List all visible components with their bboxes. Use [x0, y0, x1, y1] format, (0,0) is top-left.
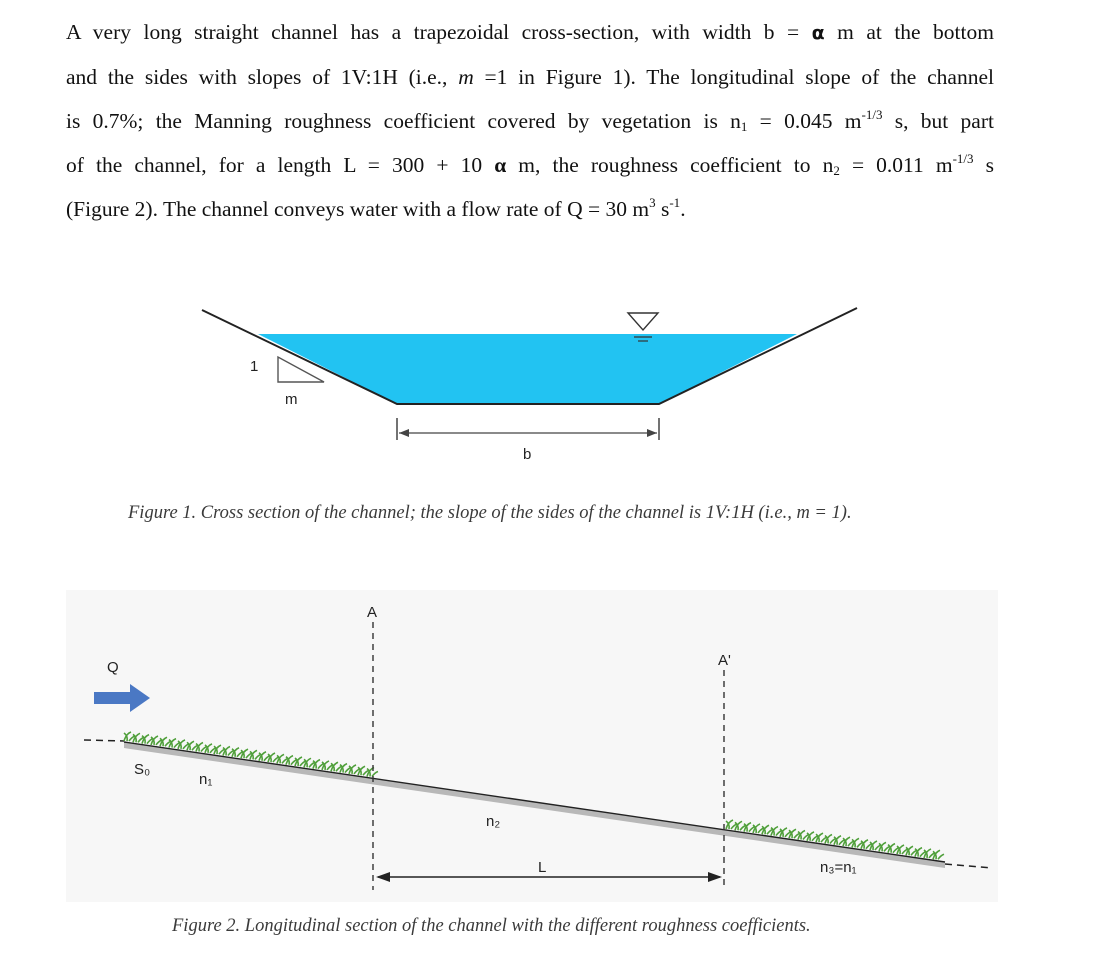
statement-line-3 — [66, 99, 994, 143]
line2-text-before: and the sides with slopes of 1V:1H (i.e., — [66, 65, 459, 89]
channel-bed-line — [124, 742, 945, 862]
line1-text-before: A very long straight channel has a trapezoidal cross-section, with width b = — [66, 20, 812, 44]
line4-exponent: -1/3 — [952, 151, 974, 166]
bottom-width-dimension — [397, 418, 659, 463]
m-symbol: m — [458, 65, 474, 89]
n1-subscript: 1 — [740, 119, 748, 134]
figure-1-caption: Figure 1. Cross section of the channel; the slope of the sides of the channel is 1V:1H (i.e., m = 1). — [128, 503, 852, 523]
slope-label-one: 1 — [250, 358, 259, 375]
line1-text-after: m at the bottom — [824, 20, 994, 44]
roughness-label-n2: n₂ — [486, 813, 501, 830]
line3-text-mid: = 0.045 m — [747, 109, 862, 133]
slope-triangle — [250, 357, 324, 408]
line3-text-before: is 0.7%; the Manning roughness coefficient covered by vegetation is n — [66, 109, 741, 133]
statement-line-5 — [66, 187, 994, 231]
problem-statement — [66, 10, 994, 231]
grass-tuft — [933, 850, 944, 859]
line4-text-mid2: = 0.011 m — [839, 153, 953, 177]
line4-text-after: s — [973, 153, 994, 177]
section-label-A: A — [367, 604, 378, 621]
flow-arrow-icon — [94, 684, 150, 712]
line5-text-before: (Figure 2). The channel conveys water with a flow rate of Q = 30 m — [66, 197, 650, 221]
slope-label: S₀ — [134, 761, 151, 778]
alpha-symbol: α — [811, 22, 825, 44]
inverse-exponent: -1 — [669, 195, 681, 210]
slope-label-m: m — [285, 391, 298, 408]
line5-text-after: . — [680, 197, 686, 221]
upstream-dashed-extension — [84, 740, 124, 741]
flow-label: Q — [107, 659, 119, 676]
alpha-symbol-2: α — [494, 153, 507, 177]
channel-bed — [124, 742, 945, 868]
water-area — [258, 334, 797, 404]
n2-subscript: 2 — [833, 163, 840, 178]
figure-1-cross-section — [190, 290, 870, 480]
figure-2-panel — [66, 590, 998, 902]
figure-2-longitudinal-section — [66, 590, 998, 902]
downstream-dashed-extension — [945, 864, 992, 868]
statement-line-4 — [66, 143, 994, 187]
figure-2-caption: Figure 2. Longitudinal section of the channel with the different roughness coefficients. — [172, 916, 811, 936]
section-label-A-prime: A' — [718, 652, 731, 669]
line5-text-mid: s — [655, 197, 670, 221]
vegetation-upstream — [124, 732, 378, 777]
length-dimension — [376, 872, 722, 882]
line3-text-after: s, but part — [882, 109, 994, 133]
line3-exponent: -1/3 — [861, 107, 883, 122]
statement-line-2 — [66, 55, 994, 99]
statement-line-1 — [66, 10, 994, 55]
line4-text-before: of the channel, for a length L = 300 + 10 — [66, 153, 495, 177]
length-label: L — [538, 859, 547, 876]
line2-text-after: =1 in Figure 1). The longitudinal slope of the channel — [473, 65, 994, 89]
roughness-label-n3: n₃=n₁ — [820, 859, 857, 876]
bottom-width-label: b — [523, 446, 532, 463]
roughness-label-n1: n₁ — [199, 771, 213, 788]
cubic-exponent: 3 — [649, 195, 656, 210]
line4-text-mid: m, the roughness coefficient to n — [506, 153, 834, 177]
